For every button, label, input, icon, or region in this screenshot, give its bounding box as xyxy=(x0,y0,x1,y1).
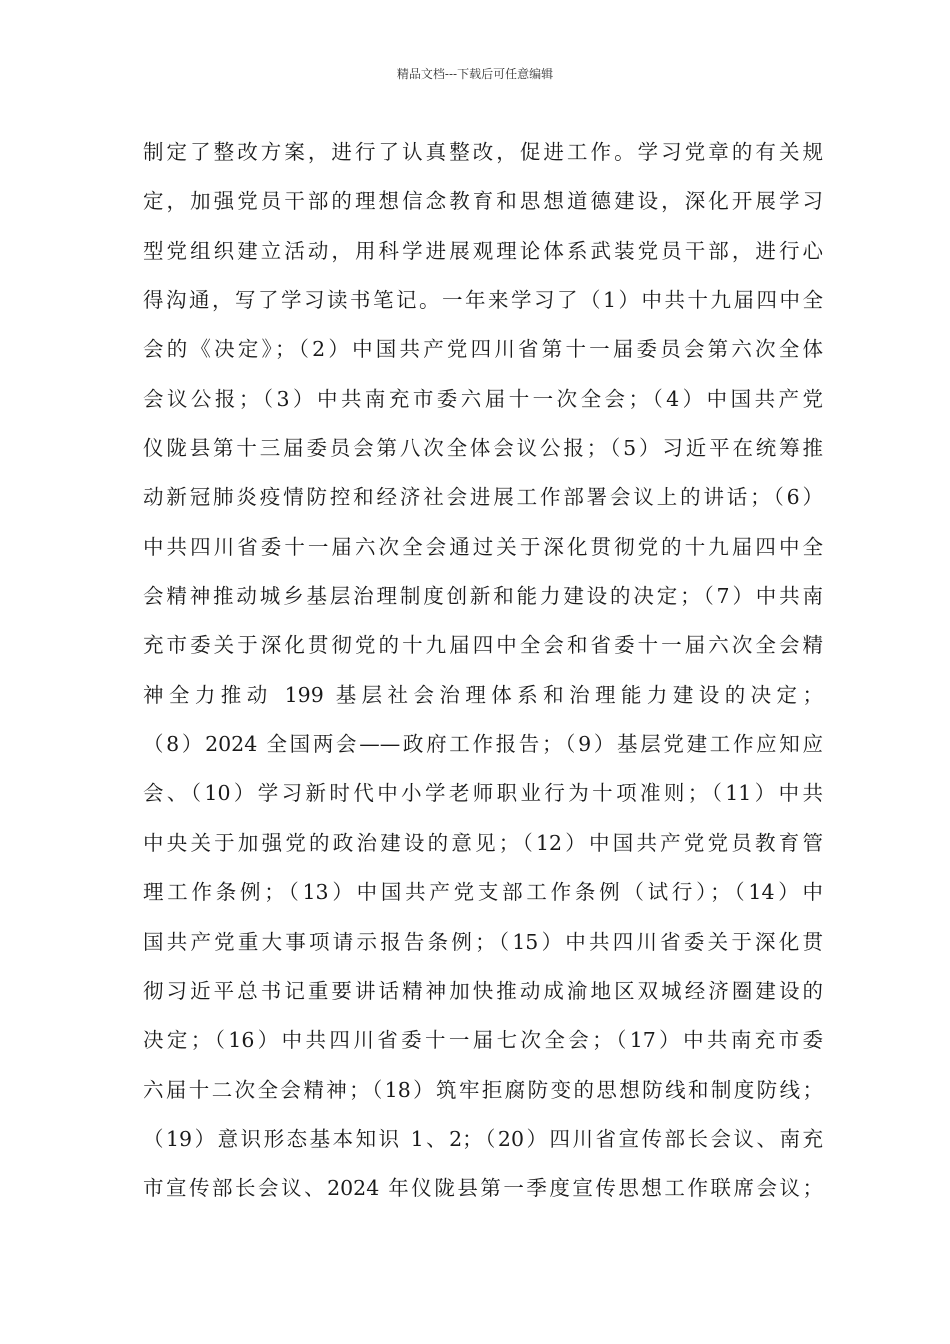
body-line: 决定；（16）中共四川省委十一届七次全会；（17）中共南充市委 xyxy=(143,1028,823,1053)
body-line: 动新冠肺炎疫情防控和经济社会进展工作部署会议上的讲话；（6） xyxy=(143,485,823,510)
body-line: 市宣传部长会议、2024 年仪陇县第一季度宣传思想工作联席会议； xyxy=(143,1176,823,1201)
body-line: 中央关于加强党的政治建设的意见；（12）中国共产党党员教育管 xyxy=(143,830,823,855)
body-line: 国共产党重大事项请示报告条例；（15）中共四川省委关于深化贯 xyxy=(143,929,823,954)
body-line: 六届十二次全会精神；（18）筑牢拒腐防变的思想防线和制度防线； xyxy=(143,1077,823,1102)
body-line: 充市委关于深化贯彻党的十九届四中全会和省委十一届六次全会精 xyxy=(143,633,823,658)
body-line: 会的《决定》；（2）中国共产党四川省第十一届委员会第六次全体 xyxy=(143,337,823,362)
body-line: 神全力推动 199 基层社会治理体系和治理能力建设的决定； xyxy=(143,682,823,707)
body-line: 会议公报；（3）中共南充市委六届十一次全会；（4）中国共产党 xyxy=(143,386,823,411)
body-line: 中共四川省委十一届六次全会通过关于深化贯彻党的十九届四中全 xyxy=(143,534,823,559)
body-line: 理工作条例；（13）中国共产党支部工作条例（试行）；（14）中 xyxy=(143,880,823,905)
body-line: 会精神推动城乡基层治理制度创新和能力建设的决定；（7）中共南 xyxy=(143,584,823,609)
body-line: （19）意识形态基本知识 1、2；（20）四川省宣传部长会议、南充 xyxy=(143,1126,823,1151)
body-line: 型党组织建立活动，用科学进展观理论体系武装党员干部，进行心 xyxy=(143,238,823,263)
document-body xyxy=(143,128,823,1214)
body-line: 仪陇县第十三届委员会第八次全体会议公报；（5）习近平在统筹推 xyxy=(143,436,823,461)
body-line: （8）2024 全国两会——政府工作报告；（9）基层党建工作应知应 xyxy=(143,732,823,757)
body-line: 会、（10）学习新时代中小学老师职业行为十项准则；（11）中共 xyxy=(143,781,823,806)
body-line: 定，加强党员干部的理想信念教育和思想道德建设，深化开展学习 xyxy=(143,189,823,214)
page-header: 精品文档---下载后可任意编辑 xyxy=(396,67,554,81)
body-line: 彻习近平总书记重要讲话精神加快推动成渝地区双城经济圈建设的 xyxy=(143,978,823,1003)
body-line: 制定了整改方案，进行了认真整改，促进工作。学习党章的有关规 xyxy=(143,140,823,164)
body-line: 得沟通，写了学习读书笔记。一年来学习了（1）中共十九届四中全 xyxy=(143,288,823,313)
